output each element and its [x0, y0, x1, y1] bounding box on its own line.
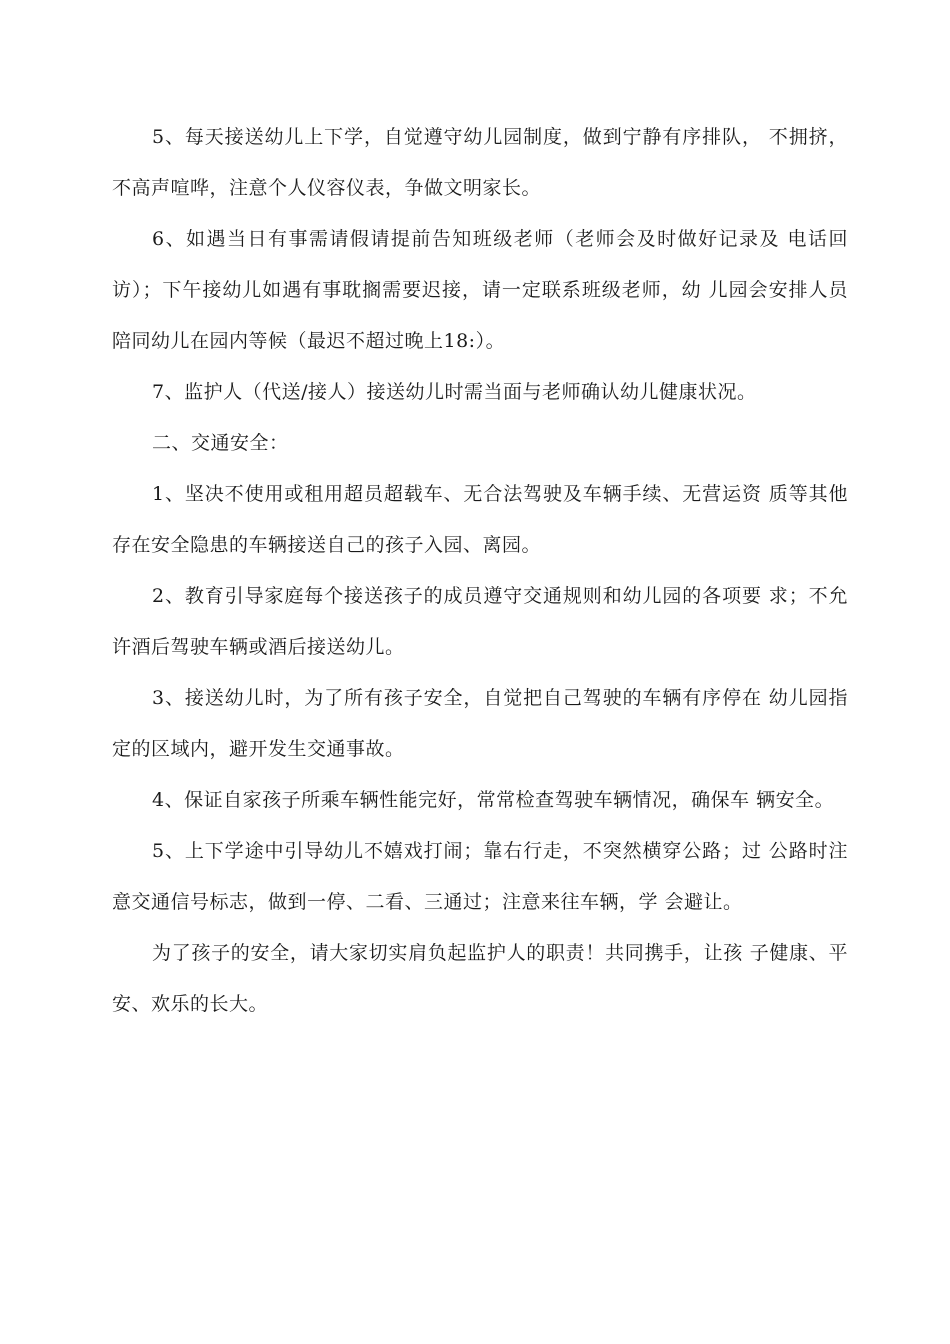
paragraph-pickup-queue-rule: 5、每天接送幼儿上下学，自觉遵守幼儿园制度，做到宁静有序排队， 不拥挤，不高声喧哗，注意个人仪容仪表，争做文明家长。: [112, 126, 848, 199]
document-body: [112, 112, 848, 1030]
paragraph-traffic-rules: 2、教育引导家庭每个接送孩子的成员遵守交通规则和幼儿园的各项要 求；不允许酒后驾驶车辆或酒后接送幼儿。: [112, 585, 848, 658]
paragraph-vehicle-qualification: 1、坚决不使用或租用超员超载车、无合法驾驶及车辆手续、无营运资 质等其他存在安全隐患的车辆接送自己的孩子入园、离园。: [112, 483, 848, 556]
paragraph-parking-area: 3、接送幼儿时，为了所有孩子安全，自觉把自己驾驶的车辆有序停在 幼儿园指定的区域内，避开发生交通事故。: [112, 687, 848, 760]
section-heading-traffic-safety: 二、交通安全：: [152, 432, 289, 454]
paragraph-road-behavior: 5、上下学途中引导幼儿不嬉戏打闹；靠右行走，不突然横穿公路；过 公路时注意交通信号标志，做到一停、二看、三通过；注意来往车辆，学 会避让。: [112, 840, 848, 913]
paragraph-leave-and-late-pickup: 6、如遇当日有事需请假请提前告知班级老师（老师会及时做好记录及 电话回访）；下午接幼儿如遇有事耽搁需要迟接，请一定联系班级老师，幼 儿园会安排人员陪同幼儿在园内等候（最迟不超过晚上18:）。: [112, 228, 848, 352]
paragraph-vehicle-condition: 4、保证自家孩子所乘车辆性能完好，常常检查驾驶车辆情况，确保车 辆安全。: [152, 789, 835, 811]
paragraph-closing-appeal: 为了孩子的安全，请大家切实肩负起监护人的职责！共同携手，让孩 子健康、平安、欢乐的长大。: [112, 942, 848, 1015]
paragraph-health-confirmation: 7、监护人（代送/接人）接送幼儿时需当面与老师确认幼儿健康状况。: [152, 381, 757, 403]
